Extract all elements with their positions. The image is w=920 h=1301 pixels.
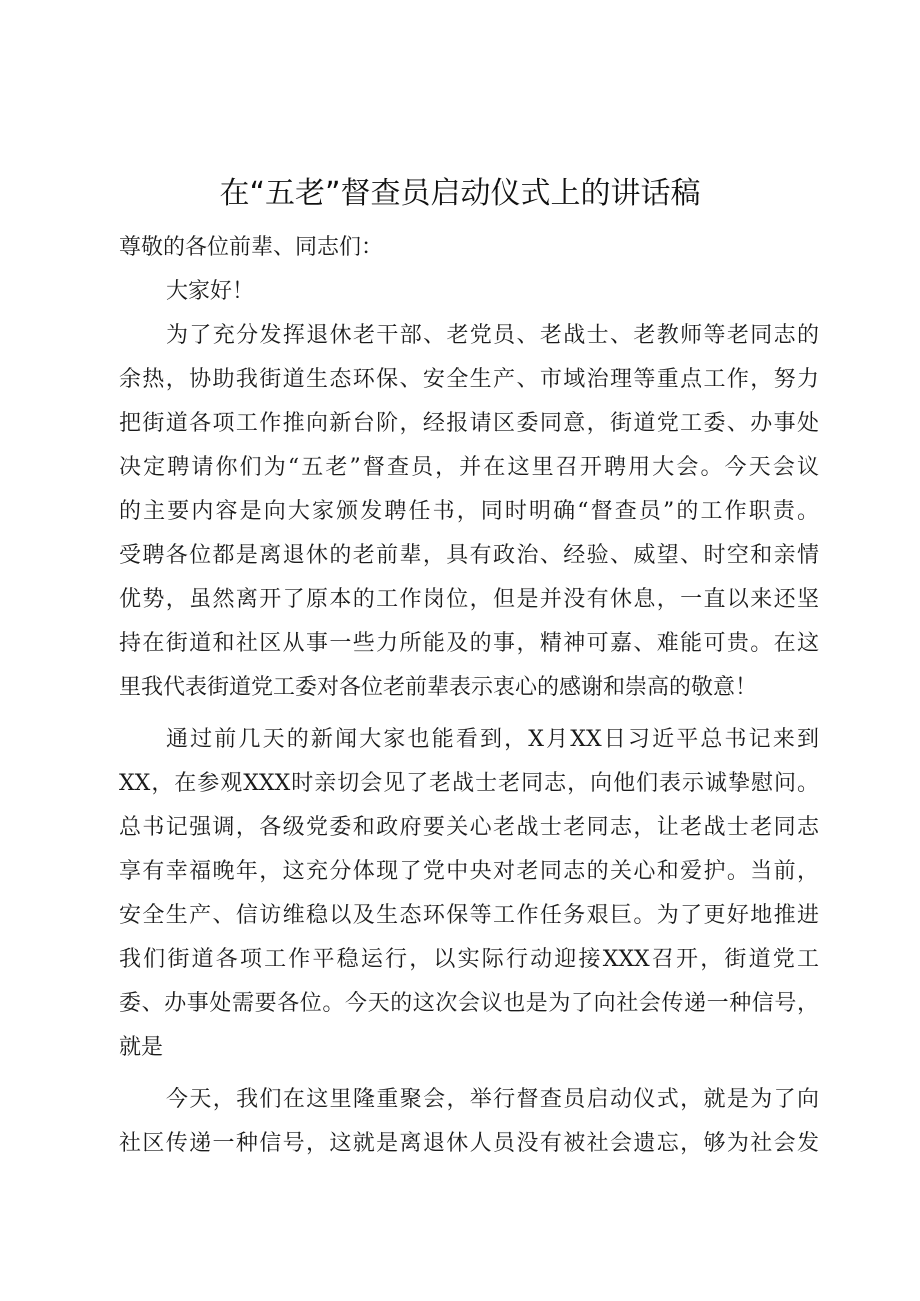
text-line: 余热，协助我街道生态环保、安全生产、市域治理等重点工作，努力 [119,367,819,392]
greeting: 大家好！ [166,279,255,304]
text-line: 通过前几天的新闻大家也能看到，X月XX日习近平总书记来到 [166,727,819,752]
text-line: 持在街道和社区从事一些力所能及的事，精神可嘉、难能可贵。在这 [119,631,819,656]
document-title: 在“五老”督查员启动仪式上的讲话稿 [219,176,701,211]
text-line: 就是 [119,1035,164,1060]
paragraph-2 [119,718,819,1070]
text-line: 我们街道各项工作平稳运行，以实际行动迎接XXX召开，街道党工 [119,947,819,972]
text-line: 把街道各项工作推向新台阶，经报请区委同意，街道党工委、办事处 [119,411,819,436]
text-line: 决定聘请你们为“五老”督查员，并在这里召开聘用大会。今天会议 [119,455,819,480]
text-line: 今天，我们在这里隆重聚会，举行督查员启动仪式，就是为了向 [166,1087,819,1112]
text-line: 里我代表街道党工委对各位老前辈表示衷心的感谢和崇高的敬意！ [119,675,758,700]
paragraph-3 [119,1078,819,1166]
text-line: XX，在参观XXX时亲切会见了老战士老同志，向他们表示诚挚慰问。 [119,771,819,796]
paragraph-spacer [119,710,819,718]
salutation: 尊敬的各位前辈、同志们： [119,235,384,260]
text-line: 的主要内容是向大家颁发聘任书，同时明确“督查员”的工作职责。 [119,499,819,524]
text-line: 委、办事处需要各位。今天的这次会议也是为了向社会传递一种信号， [119,991,819,1016]
text-line: 总书记强调，各级党委和政府要关心老战士老同志，让老战士老同志 [119,815,819,840]
text-line: 受聘各位都是离退休的老前辈，具有政治、经验、威望、时空和亲情 [119,543,819,568]
paragraph-1 [119,314,819,710]
text-line: 安全生产、信访维稳以及生态环保等工作任务艰巨。为了更好地推进 [119,903,819,928]
text-line: 为了充分发挥退休老干部、老党员、老战士、老教师等老同志的 [166,323,819,348]
text-line: 社区传递一种信号，这就是离退休人员没有被社会遗忘，够为社会发 [119,1131,819,1156]
text-line: 享有幸福晚年，这充分体现了党中央对老同志的关心和爱护。当前， [119,859,819,884]
document-body [119,226,819,1166]
text-line: 优势，虽然离开了原本的工作岗位，但是并没有休息，一直以来还坚 [119,587,819,612]
paragraph-spacer [119,1070,819,1078]
